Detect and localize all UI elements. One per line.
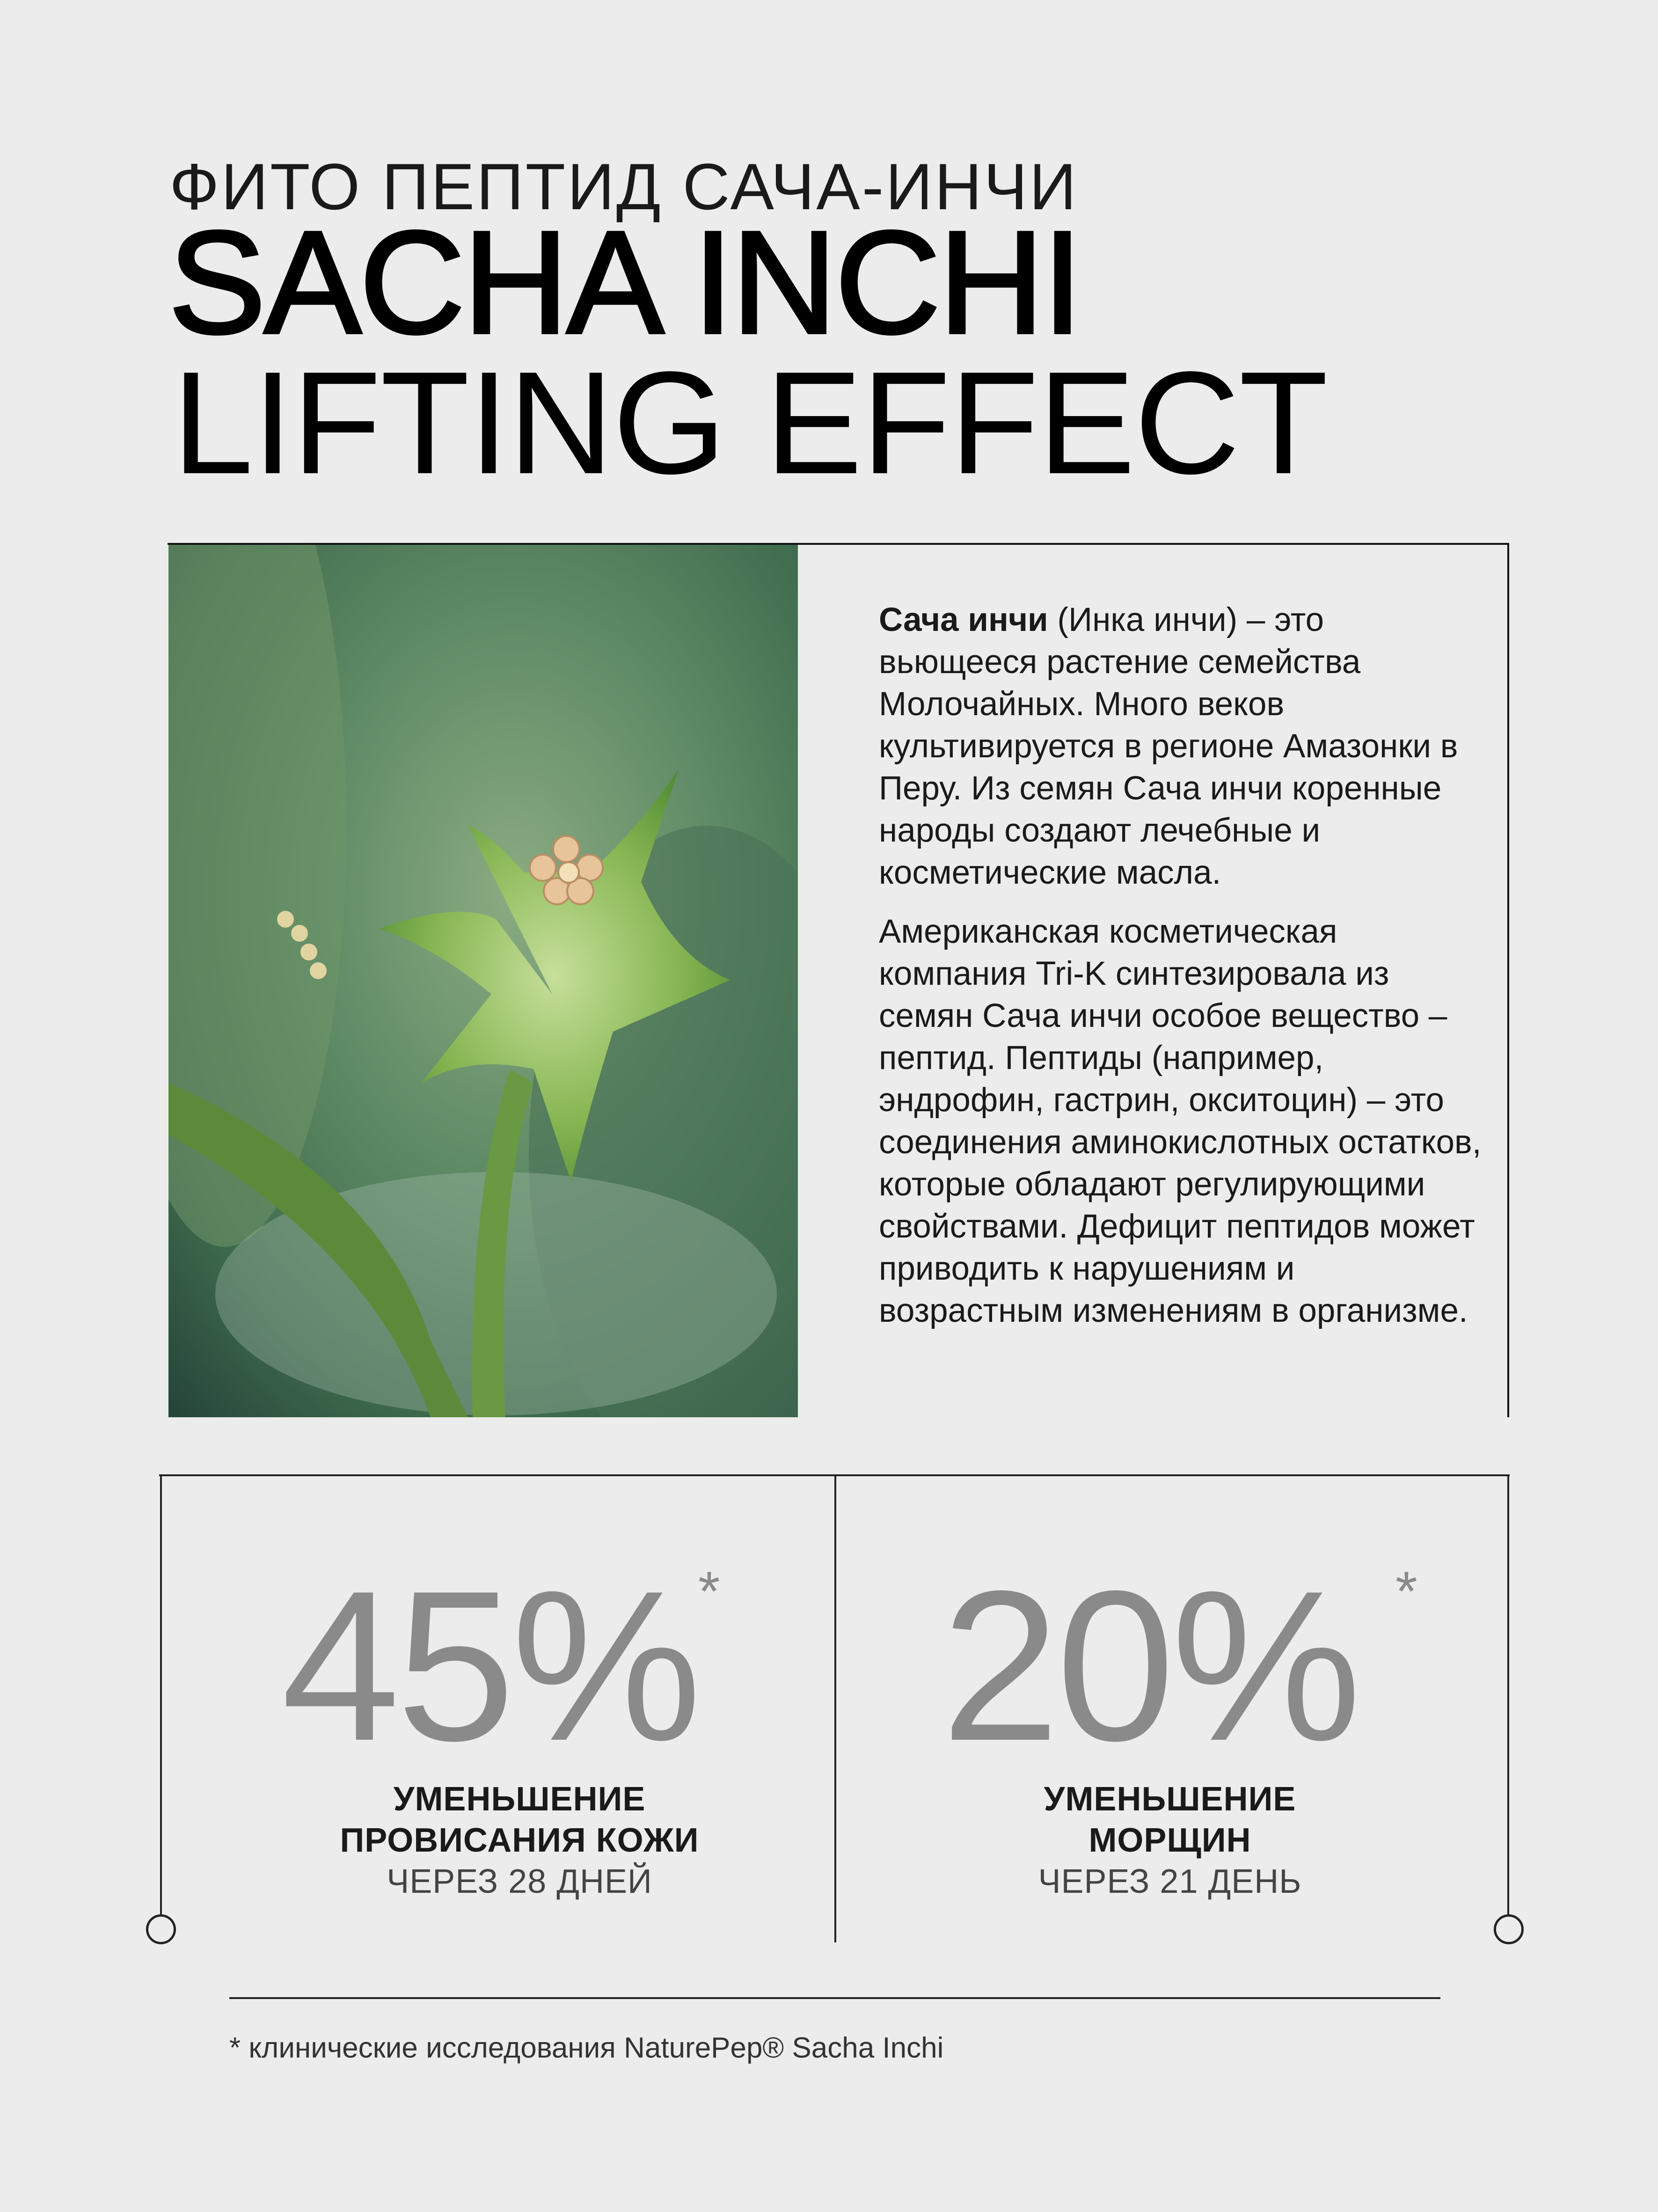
stat-2-label-line-2: МОРЩИН [1088, 1822, 1251, 1859]
stat-value-wrinkles: 20% [941, 1546, 1358, 1786]
info-paragraph-1-rest: (Инка инчи) – это вьющееся растение семейства Молочайных. Много веков культивируется в регионе Амазонки в Перу. Из семян Сача инчи коренные народы создают лечебные и косметические масла. [879, 601, 1458, 891]
info-paragraph-1-bold: Сача инчи [879, 601, 1048, 638]
title-line-2: LIFTING EFFECT [172, 342, 1327, 505]
stats-right-border [1507, 1474, 1509, 1924]
stat-value-skin-sagging: 45% [281, 1546, 698, 1786]
info-text [879, 599, 1487, 1349]
stat-2-period: ЧЕРЕЗ 21 ДЕНЬ [1038, 1863, 1302, 1900]
footer-divider [229, 1997, 1440, 1999]
stat-1-period: ЧЕРЕЗ 28 ДНЕЙ [387, 1863, 652, 1900]
stats-left-border [160, 1474, 162, 1924]
stat-label-wrinkles [913, 1779, 1427, 1902]
flower-illustration [168, 545, 798, 1417]
info-paragraph-2: Американская косметическая компания Tri-K синтезировала из семян Сача инчи особое вещество – пептид. Пептиды (например, эндрофин, гастрин, окситоцин) – это соединения аминокислотных остатков, которые обладают регулирующими свойствами. Дефицит пептидов может приводить к нарушениям и возрастным изменениям в организме. [879, 913, 1482, 1329]
stat-footnote-mark-2: * [1395, 1560, 1417, 1623]
stat-label-skin-sagging [262, 1779, 777, 1902]
stat-1-label-line-2: ПРОВИСАНИЯ КОЖИ [340, 1822, 699, 1859]
sacha-inchi-flower-photo [168, 545, 798, 1417]
stat-1-label-line-1: УМЕНЬШЕНИЕ [393, 1780, 646, 1818]
info-paragraph-1 [879, 599, 1487, 894]
subtitle: ФИТО ПЕПТИД САЧА-ИНЧИ [169, 150, 1079, 223]
stats-left-circle-ornament [146, 1914, 176, 1944]
footnote: * клинические исследования NaturePep® Sacha Inchi [229, 2032, 944, 2064]
title-line-1: SACHA INCHI [168, 201, 1081, 364]
stats-right-circle-ornament [1494, 1914, 1524, 1944]
info-box-right-border [1507, 543, 1509, 1417]
stat-2-label-line-1: УМЕНЬШЕНИЕ [1044, 1780, 1296, 1818]
stats-divider [834, 1474, 836, 1942]
stat-footnote-mark-1: * [698, 1560, 720, 1623]
